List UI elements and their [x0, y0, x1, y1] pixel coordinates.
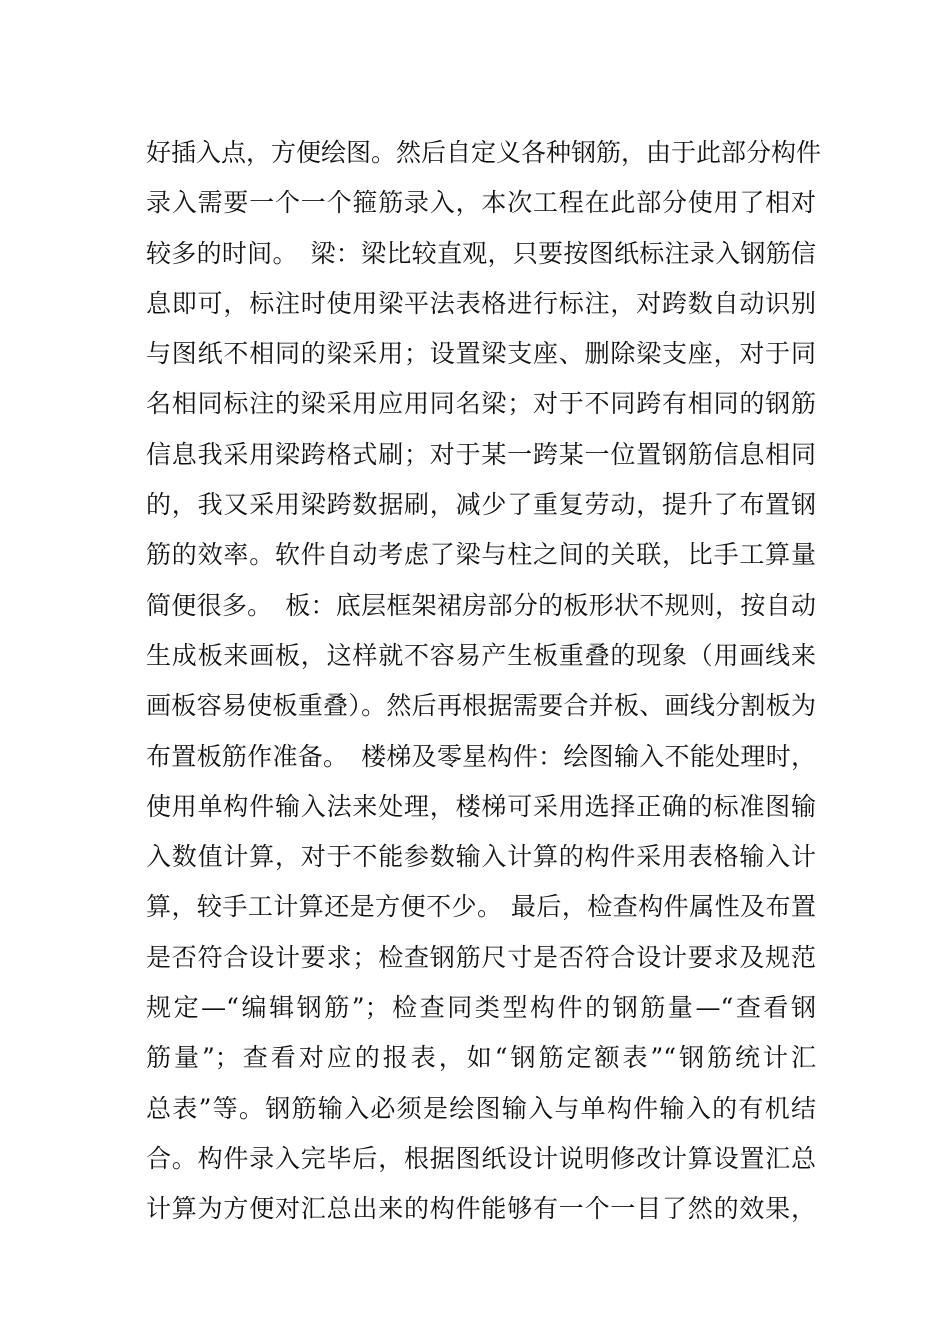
text-line: 录入需要一个一个箍筋录入，本次工程在此部分使用了相对 [146, 188, 816, 218]
text-line: 使用单构件输入法来处理，楼梯可采用选择正确的标准图输 [146, 791, 816, 821]
text-line: 算，较手工计算还是方便不少。 最后，检查构件属性及布置 [146, 892, 816, 922]
text-line: 筋量”；查看对应的报表，如“钢筋定额表”“钢筋统计汇 [146, 1043, 816, 1073]
text-line: 计算为方便对汇总出来的构件能够有一个一目了然的效果， [146, 1194, 816, 1224]
text-line: 筋的效率。软件自动考虑了梁与柱之间的关联，比手工算量 [146, 540, 816, 570]
text-line: 的，我又采用梁跨数据刷，减少了重复劳动，提升了布置钢 [146, 490, 816, 520]
text-line: 与图纸不相同的梁采用；设置梁支座、删除梁支座，对于同 [146, 339, 816, 369]
text-line: 是否符合设计要求；检查钢筋尺寸是否符合设计要求及规范 [146, 942, 816, 972]
text-line: 合。构件录入完毕后，根据图纸设计说明修改计算设置汇总 [146, 1143, 816, 1173]
text-line: 入数值计算，对于不能参数输入计算的构件采用表格输入计 [146, 842, 816, 872]
text-line: 好插入点，方便绘图。然后自定义各种钢筋，由于此部分构件 [146, 138, 822, 167]
text-line: 息即可，标注时使用梁平法表格进行标注，对跨数自动识别 [146, 288, 816, 318]
text-line: 信息我采用梁跨格式刷；对于某一跨某一位置钢筋信息相同 [146, 439, 816, 469]
text-line: 名相同标注的梁采用应用同名梁；对于不同跨有相同的钢筋 [146, 389, 816, 419]
text-line: 较多的时间。 梁：梁比较直观，只要按图纸标注录入钢筋信 [146, 238, 816, 268]
text-line: 画板容易使板重叠）。然后再根据需要合并板、画线分割板为 [146, 691, 816, 721]
text-line: 简便很多。 板：底层框架裙房部分的板形状不规则，按自动 [146, 590, 816, 620]
text-line: 总表”等。钢筋输入必须是绘图输入与单构件输入的有机结 [146, 1093, 816, 1123]
text-line: 布置板筋作准备。 楼梯及零星构件：绘图输入不能处理时， [146, 741, 816, 771]
text-line: 生成板来画板，这样就不容易产生板重叠的现象（用画线来 [146, 640, 816, 670]
body-paragraph [146, 128, 822, 1235]
text-line: 规定—“编辑钢筋”；检查同类型构件的钢筋量—“查看钢 [146, 993, 816, 1023]
